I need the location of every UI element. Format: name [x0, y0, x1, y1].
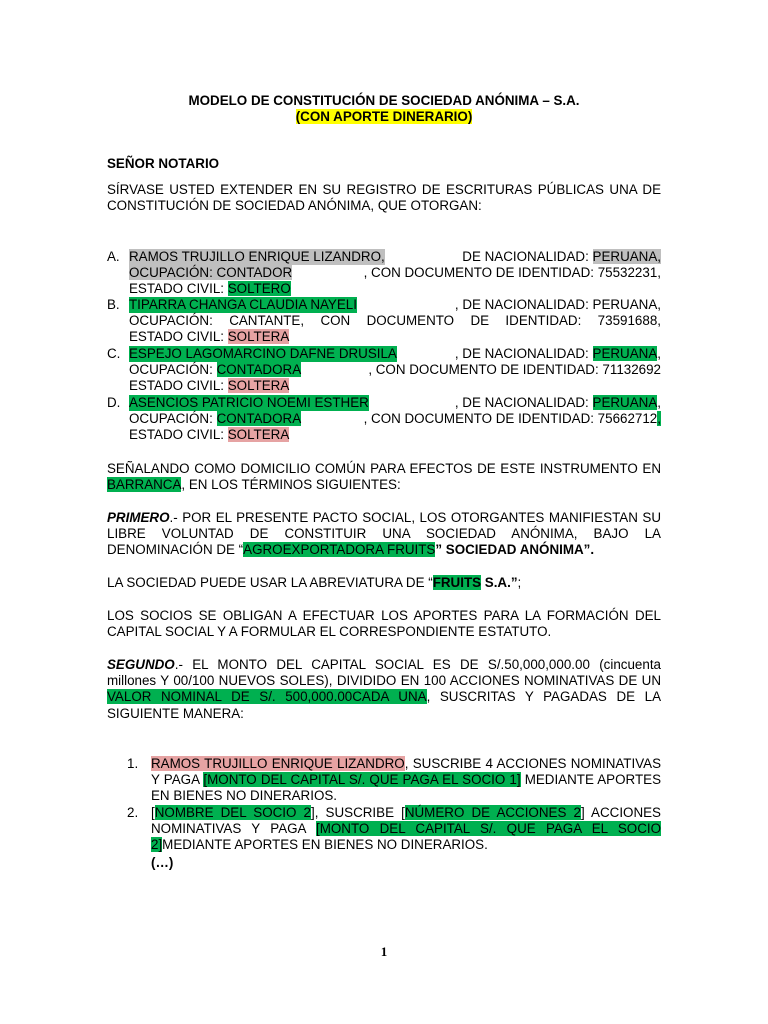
party-document: , CON DOCUMENTO DE IDENTIDAD: 75662712	[363, 411, 658, 427]
party-civil-status: SOLTERO	[227, 281, 291, 297]
civil-label: ESTADO CIVIL:	[129, 281, 224, 297]
party-occupation: CONTADORA	[216, 411, 302, 427]
civil-label: ESTADO CIVIL:	[129, 378, 224, 394]
nationality-label: , DE NACIONALIDAD:	[454, 395, 589, 410]
occupation-label: OCUPACIÓN:	[129, 411, 213, 427]
segundo-text: .- EL MONTO DEL CAPITAL SOCIAL ES DE S/.50,000,000.00 (cincuenta millones Y 00/100 NUEVOS SOLES), DIVIDIDO EN 100 ACCIONES NOMINATIVAS DE UN	[107, 657, 661, 689]
primero-label: PRIMERO	[107, 510, 170, 525]
title-line-1: MODELO DE CONSTITUCIÓN DE SOCIEDAD ANÓNIMA – S.A.	[188, 93, 580, 108]
civil-label: ESTADO CIVIL:	[129, 329, 224, 345]
party-occupation: CONTADORA	[216, 362, 302, 378]
party-name: ASENCIOS PATRICIO NOEMI ESTHER	[129, 395, 369, 410]
party-document: , CON DOCUMENTO DE IDENTIDAD: 75532231,	[363, 265, 661, 281]
page-number: 1	[380, 944, 388, 959]
ellipsis: (…)	[151, 855, 174, 870]
segundo-label: SEGUNDO	[107, 657, 175, 672]
party-nationality: PERUANA	[592, 346, 658, 361]
party-name: ESPEJO LAGOMARCINO DAFNE DRUSILA	[129, 346, 397, 361]
civil-label: ESTADO CIVIL:	[129, 427, 224, 443]
subscriber-name: NOMBRE DEL SOCIO 2	[154, 805, 311, 820]
nominal-value: VALOR NOMINAL DE S/. 500,000.00CADA UNA	[107, 689, 427, 705]
domicile-text: SEÑALANDO COMO DOMICILIO COMÚN PARA EFECTOS DE ESTE INSTRUMENTO EN	[107, 461, 661, 476]
company-name: AGROEXPORTADORA FRUITS	[243, 542, 436, 558]
primero-text: .- POR EL PRESENTE PACTO SOCIAL, LOS OTORGANTES MANIFIESTAN SU LIBRE VOLUNTAD DE CONSTITUIR UNA SOCIEDAD ANÓNIMA, BAJO LA DENOMINACIÓN DE “	[107, 510, 661, 558]
domicile-text-end: , EN LOS TÉRMINOS SIGUIENTES:	[181, 477, 401, 493]
party-civil-status: SOLTERA	[227, 427, 290, 443]
party-nationality: , DE NACIONALIDAD: PERUANA,	[454, 297, 661, 312]
party-marker: D.	[107, 395, 121, 410]
salutation: SEÑOR NOTARIO	[107, 156, 220, 171]
domicile-paragraph	[107, 461, 661, 493]
document-title	[107, 93, 661, 125]
segundo-text-end: , SUSCRITAS Y PAGADAS DE LA SIGUIENTE MANERA:	[107, 689, 662, 721]
party-civil-status: SOLTERA	[227, 378, 290, 394]
party-name: RAMOS TRUJILLO ENRIQUE LIZANDRO,	[129, 249, 385, 264]
intro-paragraph: SÍRVASE USTED EXTENDER EN SU REGISTRO DE ESCRITURAS PÚBLICAS UNA DE CONSTITUCIÓN DE SOCIEDAD ANÓNIMA, QUE OTORGAN:	[107, 182, 661, 214]
primero-paragraph	[107, 510, 661, 559]
party-name: TIPARRA CHANGA CLAUDIA NAYELI	[129, 297, 357, 312]
occupation-label: OCUPACIÓN:	[129, 362, 213, 378]
subscriber-amount: [MONTO DEL CAPITAL S/. QUE PAGA EL SOCIO 1]	[203, 772, 521, 788]
party-nationality: PERUANA,	[592, 249, 661, 264]
nationality-label: DE NACIONALIDAD:	[462, 249, 589, 264]
subscriber-amount: [MONTO DEL CAPITAL S/. QUE PAGA EL SOCIO 2]	[151, 821, 661, 853]
abbreviation-suffix: S.A.”	[481, 575, 518, 590]
title-line-2: (CON APORTE DINERARIO)	[295, 109, 473, 124]
obligation-paragraph: LOS SOCIOS SE OBLIGAN A EFECTUAR LOS APORTES PARA LA FORMACIÓN DEL CAPITAL SOCIAL Y A FORMULAR EL CORRESPONDIENTE ESTATUTO.	[107, 608, 661, 640]
domicile-place: BARRANCA	[107, 477, 182, 493]
party-marker: C.	[107, 346, 121, 361]
company-suffix: ” SOCIEDAD ANÓNIMA”.	[435, 542, 595, 558]
nationality-label: , DE NACIONALIDAD:	[454, 346, 589, 361]
party-occupation: OCUPACIÓN: CONTADOR	[129, 265, 293, 281]
subscriber-name: RAMOS TRUJILLO ENRIQUE LIZANDRO	[151, 756, 405, 771]
list-marker: 2.	[127, 805, 139, 820]
party-document: , CON DOCUMENTO DE IDENTIDAD: 71132692	[368, 362, 661, 378]
abbreviation-value: FRUITS	[432, 575, 482, 590]
party-civil-status: SOLTERA	[227, 329, 290, 345]
segundo-paragraph	[107, 657, 661, 722]
subscriber-shares: NÚMERO DE ACCIONES 2	[404, 805, 581, 820]
party-nationality: PERUANA	[592, 395, 658, 410]
party-occupation-document: OCUPACIÓN: CANTANTE, CON DOCUMENTO DE IDENTIDAD: 73591688,	[129, 313, 661, 329]
abbreviation-text: LA SOCIEDAD PUEDE USAR LA ABREVIATURA DE “	[107, 575, 433, 590]
party-marker: B.	[107, 297, 120, 312]
party-marker: A.	[107, 249, 120, 264]
abbreviation-paragraph: LA SOCIEDAD PUEDE USAR LA ABREVIATURA DE “FRUITS S.A.”;	[107, 575, 522, 590]
list-marker: 1.	[127, 756, 139, 771]
